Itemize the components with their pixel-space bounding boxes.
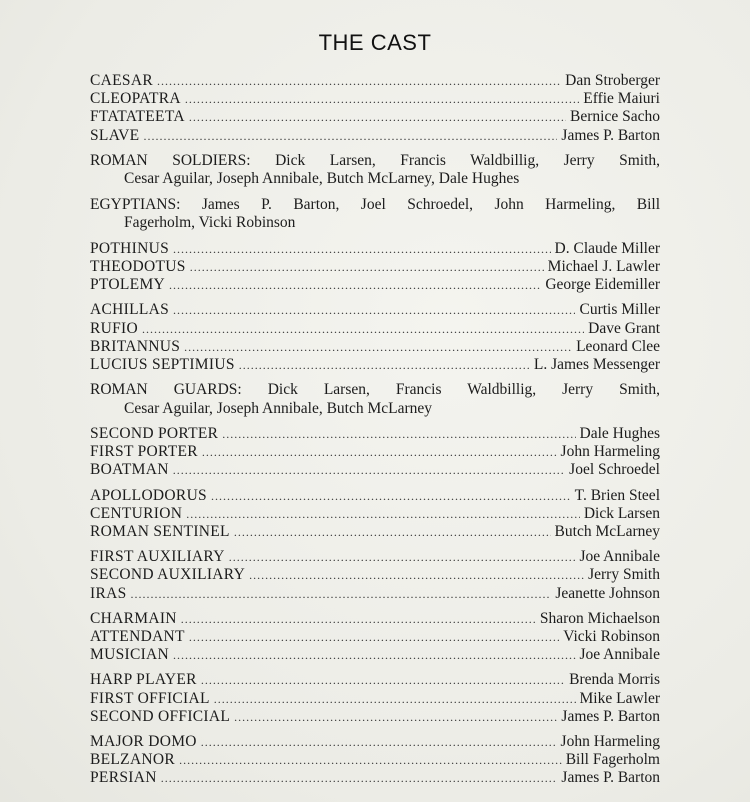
cast-group	[90, 72, 660, 145]
cast-row	[90, 425, 660, 443]
actor-name: George Eidemiller	[545, 276, 660, 294]
ensemble-line: Cesar Aguilar, Joseph Annibale, Butch McLarney	[124, 399, 433, 417]
actor-name: John Harmeling	[560, 732, 660, 750]
dot-leader	[173, 461, 565, 479]
cast-row	[90, 566, 660, 584]
ensemble-roman-soldiers	[90, 152, 660, 189]
role-name: FIRST OFFICIAL	[90, 689, 210, 707]
role-name: SECOND OFFICIAL	[90, 707, 231, 725]
actor-name: D. Claude Miller	[554, 239, 660, 257]
cast-row	[90, 90, 660, 108]
ensemble-line: ROMAN GUARDS: Dick Larsen, Francis Waldbillig, Jerry Smith,	[90, 381, 660, 399]
role-name: PERSIAN	[90, 769, 157, 787]
dot-leader	[161, 769, 558, 787]
role-name: SLAVE	[90, 126, 140, 144]
cast-row	[90, 769, 660, 787]
cast-row	[90, 258, 660, 276]
role-name: CENTURION	[90, 504, 183, 522]
actor-name: Joel Schroedel	[569, 461, 660, 479]
ensemble-roman-guards	[90, 381, 660, 418]
cast-row	[90, 733, 660, 751]
dot-leader	[239, 356, 530, 374]
actor-name: Curtis Miller	[579, 301, 660, 319]
dot-leader	[131, 585, 552, 603]
cast-group	[90, 548, 660, 603]
role-name: SECOND AUXILIARY	[90, 566, 246, 584]
cast-row	[90, 461, 660, 479]
cast-group	[90, 610, 660, 665]
cast-row	[90, 301, 660, 319]
actor-name: L. James Messenger	[533, 355, 660, 373]
dot-leader	[229, 548, 576, 566]
cast-row	[90, 487, 660, 505]
role-name: CHARMAIN	[90, 609, 177, 627]
dot-leader	[173, 240, 550, 258]
role-name: CAESAR	[90, 72, 153, 89]
cast-row	[90, 338, 660, 356]
actor-name: Sharon Michaelson	[539, 609, 660, 627]
role-name: LUCIUS SEPTIMIUS	[90, 355, 235, 373]
dot-leader	[234, 523, 551, 541]
ensemble-line: Cesar Aguilar, Joseph Annibale, Butch McLarney, Dale Hughes	[124, 170, 520, 188]
role-name: MUSICIAN	[90, 646, 170, 664]
role-name: HARP PLAYER	[90, 671, 197, 689]
actor-name: Michael J. Lawler	[547, 257, 660, 275]
role-name: FIRST AUXILIARY	[90, 548, 225, 566]
cast-row	[90, 610, 660, 628]
page-title: THE CAST	[318, 30, 432, 55]
cast-row	[90, 127, 660, 145]
ensemble-line: ROMAN SOLDIERS: Dick Larsen, Francis Waldbillig, Jerry Smith,	[90, 151, 660, 169]
dot-leader	[173, 646, 575, 664]
dot-leader	[249, 566, 584, 584]
role-name: FTATATEETA	[90, 108, 185, 126]
cast-row	[90, 240, 660, 258]
cast-group	[90, 733, 660, 788]
role-name: IRAS	[90, 584, 127, 602]
cast-row	[90, 356, 660, 374]
cast-group	[90, 301, 660, 374]
actor-name: Bernice Sacho	[570, 108, 660, 126]
cast-row	[90, 671, 660, 689]
role-name: ATTENDANT	[90, 627, 185, 645]
role-name: MAJOR DOMO	[90, 732, 197, 750]
actor-name: Joe Annibale	[579, 646, 660, 664]
dot-leader	[189, 108, 566, 126]
dot-leader	[142, 320, 584, 338]
cast-row	[90, 443, 660, 461]
actor-name: John Harmeling	[560, 443, 660, 461]
role-name: BOATMAN	[90, 461, 169, 479]
cast-row	[90, 628, 660, 646]
ensemble-line: Fagerholm, Vicki Robinson	[124, 214, 296, 232]
cast-row	[90, 646, 660, 664]
cast-row	[90, 690, 660, 708]
dot-leader	[222, 425, 575, 443]
actor-name: James P. Barton	[561, 126, 660, 144]
actor-name: Bill Fagerholm	[565, 751, 660, 769]
dot-leader	[157, 72, 561, 90]
actor-name: James P. Barton	[561, 769, 660, 787]
actor-name: Jerry Smith	[588, 566, 660, 584]
cast-row	[90, 751, 660, 769]
role-name: POTHINUS	[90, 239, 170, 257]
actor-name: Brenda Morris	[569, 671, 660, 689]
cast-group	[90, 240, 660, 295]
dot-leader	[181, 610, 536, 628]
actor-name: James P. Barton	[561, 707, 660, 725]
role-name: BRITANNUS	[90, 337, 181, 355]
actor-name: Dave Grant	[588, 319, 660, 337]
actor-name: Joe Annibale	[579, 548, 660, 566]
role-name: ROMAN SENTINEL	[90, 523, 230, 540]
actor-name: Dick Larsen	[583, 504, 660, 522]
dot-leader	[173, 301, 575, 319]
dot-leader	[190, 258, 544, 276]
ensemble-egyptians	[90, 196, 660, 233]
ensemble-line: EGYPTIANS: James P. Barton, Joel Schroedel, John Harmeling, Bill	[90, 195, 660, 213]
cast-group	[90, 425, 660, 480]
dot-leader	[214, 690, 576, 708]
dot-leader	[201, 671, 565, 689]
role-name: PTOLEMY	[90, 276, 166, 294]
dot-leader	[189, 628, 559, 646]
dot-leader	[211, 487, 571, 505]
cast-group	[90, 487, 660, 542]
dot-leader	[234, 708, 557, 726]
role-name: SECOND PORTER	[90, 425, 219, 443]
cast-row	[90, 72, 660, 90]
cast-row	[90, 708, 660, 726]
dot-leader	[201, 733, 557, 751]
role-name: APOLLODORUS	[90, 486, 207, 504]
actor-name: Vicki Robinson	[563, 627, 660, 645]
dot-leader	[143, 127, 557, 145]
role-name: CLEOPATRA	[90, 90, 181, 108]
role-name: BELZANOR	[90, 751, 176, 769]
role-name: RUFIO	[90, 319, 139, 337]
cast-row	[90, 523, 660, 541]
actor-name: T. Brien Steel	[574, 486, 660, 504]
actor-name: Dale Hughes	[579, 425, 660, 443]
cast-row	[90, 585, 660, 603]
dot-leader	[169, 276, 541, 294]
actor-name: Butch McLarney	[554, 523, 660, 540]
dot-leader	[186, 505, 580, 523]
role-name: THEODOTUS	[90, 257, 186, 275]
cast-group	[90, 671, 660, 726]
cast-row	[90, 320, 660, 338]
actor-name: Leonard Clee	[576, 337, 660, 355]
dot-leader	[185, 90, 579, 108]
actor-name: Effie Maiuri	[583, 90, 660, 108]
actor-name: Jeanette Johnson	[555, 584, 660, 602]
cast-row	[90, 548, 660, 566]
actor-name: Mike Lawler	[579, 689, 660, 707]
cast-list	[90, 72, 660, 794]
cast-row	[90, 505, 660, 523]
dot-leader	[202, 443, 557, 461]
role-name: ACHILLAS	[90, 301, 170, 319]
dot-leader	[179, 751, 562, 769]
cast-row	[90, 276, 660, 294]
role-name: FIRST PORTER	[90, 443, 198, 461]
cast-row	[90, 108, 660, 126]
dot-leader	[184, 338, 572, 356]
actor-name: Dan Stroberger	[565, 72, 660, 89]
